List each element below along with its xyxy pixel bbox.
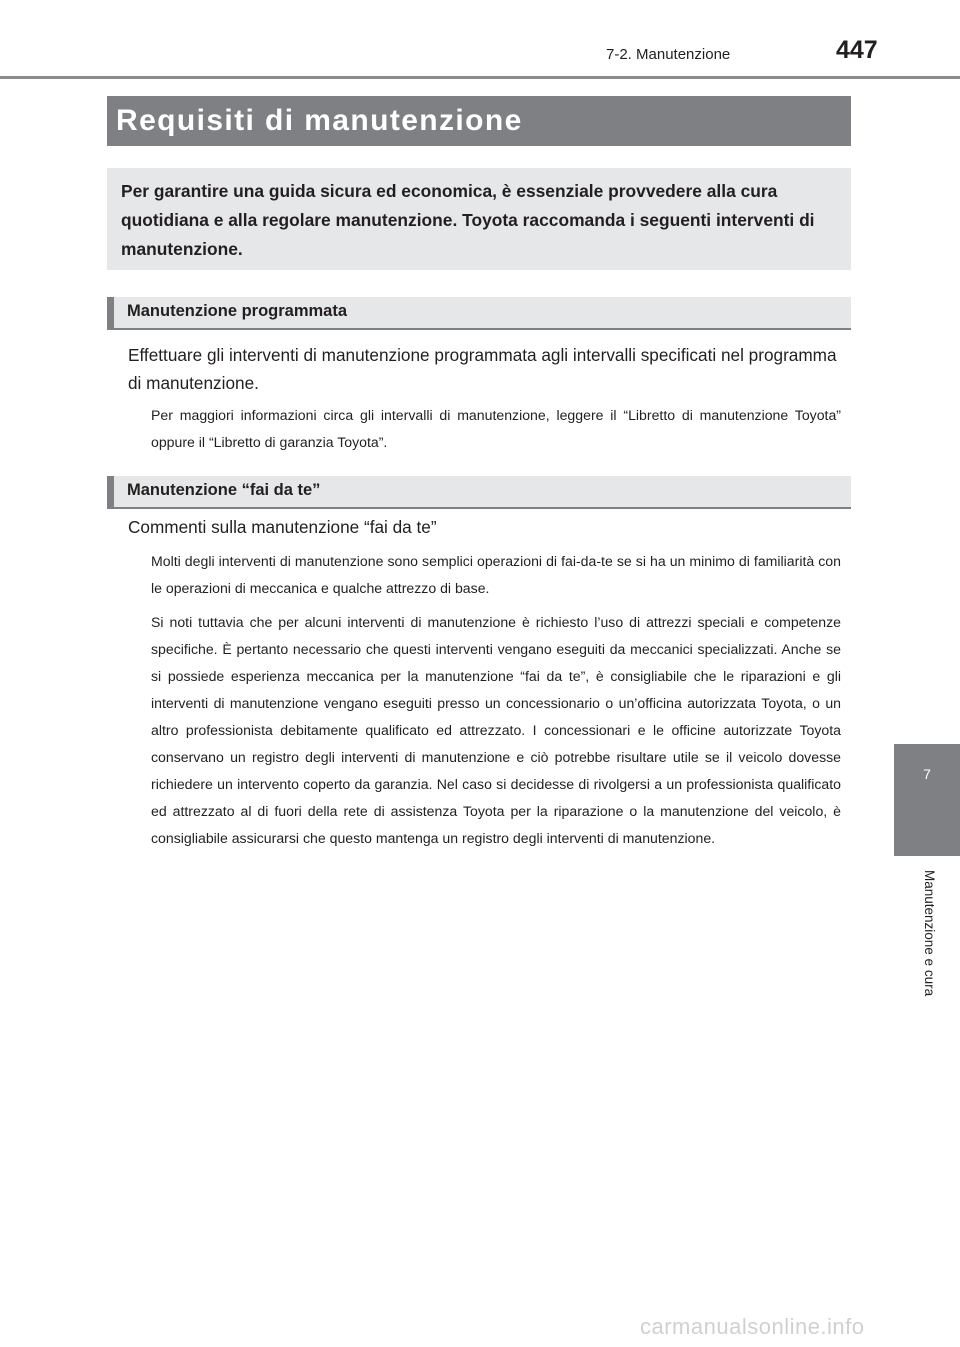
intro-box	[107, 168, 851, 270]
section-heading-scheduled	[107, 297, 851, 330]
section-heading-label: Manutenzione programmata	[127, 302, 348, 320]
header-divider	[0, 76, 960, 79]
chapter-tab	[894, 744, 960, 856]
page-title: Requisiti di manutenzione	[116, 104, 523, 137]
section-lead-diy: Commenti sulla manutenzione “fai da te”	[128, 517, 437, 537]
section-heading-diy	[107, 476, 851, 509]
chapter-number: 7	[923, 766, 931, 782]
section-heading-label: Manutenzione “fai da te”	[127, 481, 321, 499]
paragraph-scheduled-info: Per maggiori informazioni circa gli intervalli di manutenzione, leggere il “Libretto di manutenzione Toyota” oppure il “Libretto di garanzia Toyota”.	[151, 407, 841, 450]
page-number: 447	[836, 36, 878, 64]
watermark: carmanualsonline.info	[640, 1314, 865, 1339]
section-heading-bar	[107, 476, 114, 507]
paragraph-diy-2: Si noti tuttavia che per alcuni interventi di manutenzione è richiesto l’uso di attrezzi speciali e competenze specifiche. È pertanto necessario che questi interventi vengano eseguiti da meccanici specializzati. Anche se si possiede esperienza meccanica per la manutenzione “fai da te”, è consigliabile che le riparazioni e gli interventi di manutenzione vengano eseguiti presso un concessionario o un’officina autorizzata Toyota, o un altro professionista debitamente qualificato ed attrezzato. I concessionari e le officine autorizzate Toyota conservano un registro degli interventi di manutenzione e ciò potrebbe risultare utile se il veicolo dovesse richiedere un intervento coperto da garanzia. Nel caso si decidesse di rivolgersi a un professionista qualificato ed attrezzato al di fuori della rete di assistenza Toyota per la riparazione o la manutenzione del veicolo, è consigliabile assicurarsi che questo mantenga un registro degli interventi di manutenzione.	[151, 614, 841, 846]
chapter-label: Manutenzione e cura	[922, 870, 937, 997]
paragraph-diy-1: Molti degli interventi di manutenzione sono semplici operazioni di fai-da-te se si ha un minimo di familiarità con le operazioni di meccanica e qualche attrezzo di base.	[151, 553, 841, 596]
intro-text: Per garantire una guida sicura ed economica, è essenziale provvedere alla cura quotidiana e alla regolare manutenzione. Toyota raccomanda i seguenti interventi di manutenzione.	[121, 181, 815, 259]
title-banner	[107, 96, 851, 146]
section-lead-scheduled: Effettuare gli interventi di manutenzione programmata agli intervalli specificati nel programma di manutenzione.	[128, 345, 837, 393]
header-section-title: 7-2. Manutenzione	[606, 46, 731, 63]
section-heading-bar	[107, 297, 114, 328]
